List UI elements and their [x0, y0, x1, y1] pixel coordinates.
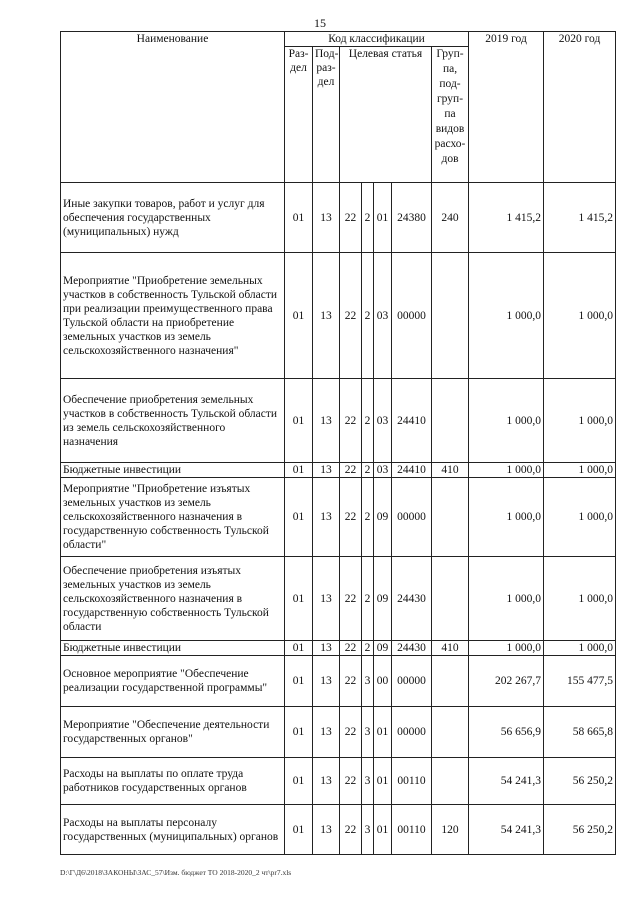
row-target-subprogram: 3: [362, 707, 374, 758]
table-row: [61, 557, 616, 641]
row-target-program: 22: [340, 557, 362, 641]
header-podrazdel: Под- раз- дел: [313, 47, 340, 183]
row-target-direction: 00000: [392, 478, 432, 557]
row-expense-type: [432, 656, 469, 707]
row-target-program: 22: [340, 656, 362, 707]
row-target-event: 09: [374, 557, 392, 641]
row-target-subprogram: 2: [362, 641, 374, 656]
row-target-direction: 24410: [392, 463, 432, 478]
row-target-direction: 24430: [392, 557, 432, 641]
row-name: Бюджетные инвестиции: [61, 463, 285, 478]
row-name: Основное мероприятие "Обеспечение реализации государственной программы": [61, 656, 285, 707]
header-group: Груп- па, под- груп- па видов расхо- дов: [432, 47, 469, 183]
row-razdel: 01: [285, 478, 313, 557]
row-target-program: 22: [340, 463, 362, 478]
row-target-subprogram: 3: [362, 758, 374, 805]
row-target-program: 22: [340, 379, 362, 463]
row-expense-type: [432, 707, 469, 758]
row-value-2020: 56 250,2: [544, 758, 616, 805]
row-target-subprogram: 2: [362, 478, 374, 557]
row-podrazdel: 13: [313, 557, 340, 641]
table-row: [61, 253, 616, 379]
header-2020: 2020 год: [544, 32, 616, 183]
row-podrazdel: 13: [313, 253, 340, 379]
row-expense-type: [432, 478, 469, 557]
row-podrazdel: 13: [313, 183, 340, 253]
row-target-direction: 24410: [392, 379, 432, 463]
row-value-2020: 1 000,0: [544, 641, 616, 656]
row-value-2020: 1 000,0: [544, 253, 616, 379]
table-row: [61, 478, 616, 557]
row-value-2020: 58 665,8: [544, 707, 616, 758]
row-razdel: 01: [285, 641, 313, 656]
budget-table: [60, 31, 616, 855]
row-target-program: 22: [340, 183, 362, 253]
row-expense-type: [432, 557, 469, 641]
table-row: [61, 183, 616, 253]
row-target-event: 09: [374, 641, 392, 656]
row-target-subprogram: 3: [362, 656, 374, 707]
row-podrazdel: 13: [313, 379, 340, 463]
row-name: Мероприятие "Обеспечение деятельности государственных органов": [61, 707, 285, 758]
table-row: [61, 641, 616, 656]
row-target-event: 09: [374, 478, 392, 557]
row-razdel: 01: [285, 707, 313, 758]
header-2019: 2019 год: [469, 32, 544, 183]
row-target-event: 01: [374, 758, 392, 805]
row-target-subprogram: 2: [362, 463, 374, 478]
row-target-program: 22: [340, 478, 362, 557]
row-name: Обеспечение приобретения земельных участков в собственность Тульской области из земель сельскохозяйственного назначения: [61, 379, 285, 463]
row-value-2020: 1 000,0: [544, 463, 616, 478]
row-podrazdel: 13: [313, 463, 340, 478]
row-value-2020: 1 000,0: [544, 379, 616, 463]
row-expense-type: [432, 379, 469, 463]
row-value-2019: 1 415,2: [469, 183, 544, 253]
row-target-direction: 24380: [392, 183, 432, 253]
header-razdel: Раз- дел: [285, 47, 313, 183]
row-target-event: 01: [374, 183, 392, 253]
row-target-subprogram: 2: [362, 253, 374, 379]
row-target-event: 01: [374, 707, 392, 758]
row-razdel: 01: [285, 183, 313, 253]
row-name: Бюджетные инвестиции: [61, 641, 285, 656]
row-value-2020: 1 000,0: [544, 478, 616, 557]
row-value-2019: 1 000,0: [469, 253, 544, 379]
row-name: Расходы на выплаты по оплате труда работников государственных органов: [61, 758, 285, 805]
row-target-event: 03: [374, 463, 392, 478]
row-target-direction: 00110: [392, 758, 432, 805]
row-target-subprogram: 3: [362, 805, 374, 855]
row-value-2019: 202 267,7: [469, 656, 544, 707]
row-target-program: 22: [340, 641, 362, 656]
row-expense-type: [432, 253, 469, 379]
row-expense-type: [432, 758, 469, 805]
row-name: Мероприятие "Приобретение изъятых земельных участков из земель сельскохозяйственного назначения в государственную собственность Тульской области": [61, 478, 285, 557]
row-value-2019: 1 000,0: [469, 557, 544, 641]
row-razdel: 01: [285, 758, 313, 805]
row-target-program: 22: [340, 805, 362, 855]
row-name: Обеспечение приобретения изъятых земельных участков из земель сельскохозяйственного назначения в государственную собственность Тульской области: [61, 557, 285, 641]
row-podrazdel: 13: [313, 707, 340, 758]
row-razdel: 01: [285, 557, 313, 641]
row-expense-type: 410: [432, 641, 469, 656]
row-value-2020: 1 415,2: [544, 183, 616, 253]
row-value-2019: 1 000,0: [469, 463, 544, 478]
table-row: [61, 707, 616, 758]
row-podrazdel: 13: [313, 641, 340, 656]
row-target-program: 22: [340, 758, 362, 805]
row-target-event: 03: [374, 253, 392, 379]
row-value-2020: 155 477,5: [544, 656, 616, 707]
row-podrazdel: 13: [313, 758, 340, 805]
table-row: [61, 805, 616, 855]
row-target-event: 00: [374, 656, 392, 707]
table-row: [61, 379, 616, 463]
row-target-direction: 24430: [392, 641, 432, 656]
header-code: Код классификации: [285, 32, 469, 47]
row-value-2019: 56 656,9: [469, 707, 544, 758]
footer-file-path: D:\Г\Д6\2018\ЗАКОНЫ\ЗАС_57\Изм. бюджет ТО 2018-2020_2 чт\pr7.xls: [60, 868, 292, 877]
page-number: 15: [314, 16, 326, 30]
row-razdel: 01: [285, 253, 313, 379]
row-target-subprogram: 2: [362, 379, 374, 463]
row-target-direction: 00000: [392, 656, 432, 707]
row-name: Иные закупки товаров, работ и услуг для обеспечения государственных (муниципальных) нужд: [61, 183, 285, 253]
row-target-subprogram: 2: [362, 557, 374, 641]
row-target-subprogram: 2: [362, 183, 374, 253]
row-razdel: 01: [285, 463, 313, 478]
row-target-event: 03: [374, 379, 392, 463]
row-target-direction: 00000: [392, 253, 432, 379]
row-razdel: 01: [285, 805, 313, 855]
row-value-2019: 1 000,0: [469, 478, 544, 557]
row-razdel: 01: [285, 379, 313, 463]
row-target-direction: 00110: [392, 805, 432, 855]
row-value-2020: 1 000,0: [544, 557, 616, 641]
row-podrazdel: 13: [313, 805, 340, 855]
table-row: [61, 758, 616, 805]
row-target-program: 22: [340, 253, 362, 379]
table-row: [61, 656, 616, 707]
row-podrazdel: 13: [313, 478, 340, 557]
row-expense-type: 410: [432, 463, 469, 478]
row-name: Расходы на выплаты персоналу государственных (муниципальных) органов: [61, 805, 285, 855]
row-expense-type: 240: [432, 183, 469, 253]
row-value-2019: 54 241,3: [469, 805, 544, 855]
table-row: [61, 463, 616, 478]
row-razdel: 01: [285, 656, 313, 707]
row-target-direction: 00000: [392, 707, 432, 758]
row-expense-type: 120: [432, 805, 469, 855]
row-value-2020: 56 250,2: [544, 805, 616, 855]
header-name: Наименование: [61, 32, 285, 183]
row-target-program: 22: [340, 707, 362, 758]
row-name: Мероприятие "Приобретение земельных участков в собственность Тульской области при реализации преимущественного права Тульской области на приобретение земельных участков из земель сельскохозяйственного назначения": [61, 253, 285, 379]
row-value-2019: 54 241,3: [469, 758, 544, 805]
header-target: Целевая статья: [340, 47, 432, 183]
row-value-2019: 1 000,0: [469, 379, 544, 463]
row-podrazdel: 13: [313, 656, 340, 707]
row-value-2019: 1 000,0: [469, 641, 544, 656]
row-target-event: 01: [374, 805, 392, 855]
